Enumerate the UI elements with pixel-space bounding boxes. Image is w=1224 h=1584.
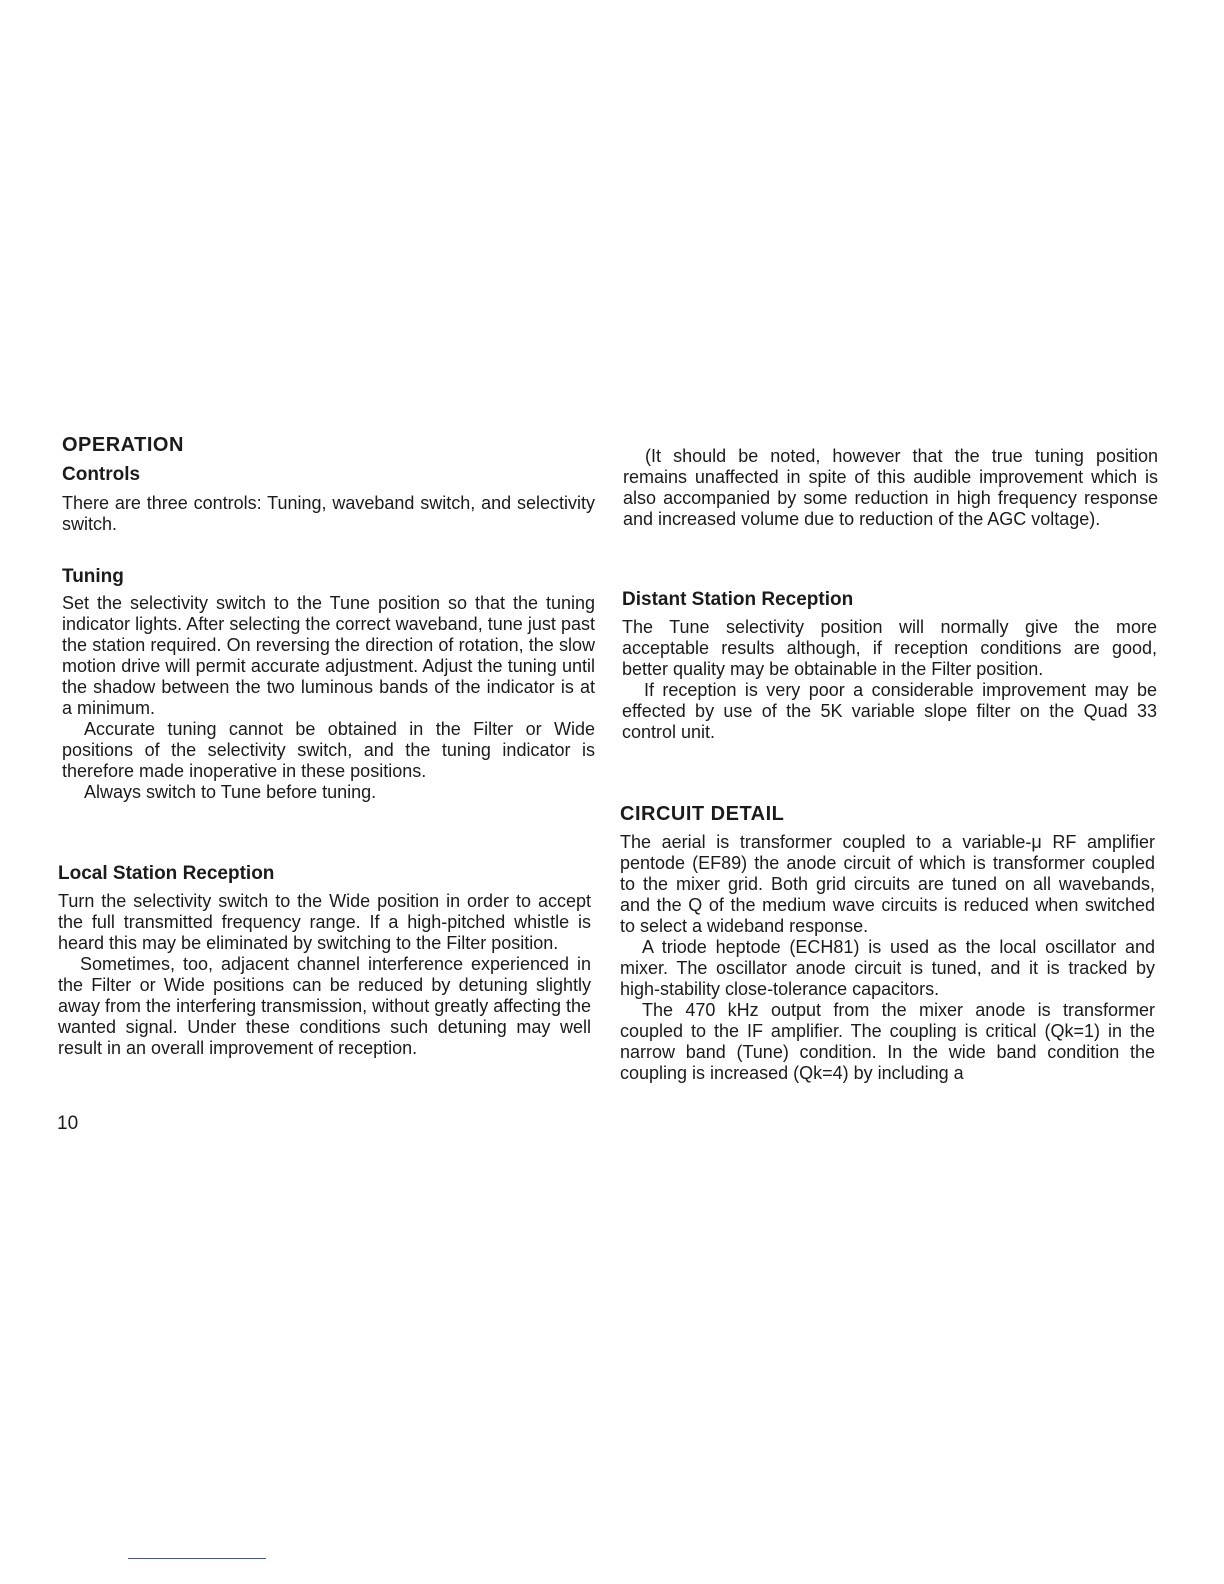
tuning-paragraph-2: Accurate tuning cannot be obtained in the Filter or Wide positions of the selectivity switch, and the tuning indicator is therefore made inoperative in these positions.	[62, 719, 595, 781]
controls-text: There are three controls: Tuning, waveband switch, and selectivity switch.	[62, 493, 595, 534]
circuit-paragraph-1: The aerial is transformer coupled to a variable-μ RF amplifier pentode (EF89) the anode circuit of which is transformer coupled to the mixer grid. Both grid circuits are tuned on all wavebands, and the Q of the medium wave circuits is reduced when switched to select a wideband response.	[620, 832, 1155, 936]
page-number: 10	[57, 1113, 79, 1134]
controls-heading: Controls	[62, 464, 141, 485]
right-circuit-section	[620, 803, 1155, 1084]
tuning-paragraph-1: Set the selectivity switch to the Tune position so that the tuning indicator lights. After selecting the correct waveband, tune just past the station required. On reversing the direction of rotation, the slow motion drive will permit accurate adjustment. Adjust the tuning until the shadow between the two luminous bands of the indicator is at a minimum.	[62, 593, 595, 718]
distant-paragraph-1: The Tune selectivity position will normally give the more acceptable results although, if reception conditions are good, better quality may be obtainable in the Filter position.	[622, 617, 1157, 679]
right-note-section	[623, 446, 1158, 530]
circuit-paragraph-3: The 470 kHz output from the mixer anode is transformer coupled to the IF amplifier. The coupling is critical (Qk=1) in the narrow band (Tune) condition. In the wide band condition the coupling is increased (Qk=4) by including a	[620, 1000, 1155, 1083]
left-tuning-section	[62, 566, 595, 803]
circuit-detail-heading: CIRCUIT DETAIL	[620, 803, 785, 825]
tuning-heading: Tuning	[62, 566, 124, 587]
footer-divider	[128, 1558, 266, 1559]
circuit-paragraph-2: A triode heptode (ECH81) is used as the local oscillator and mixer. The oscillator anode circuit is tuned, and it is tracked by high-stability close-tolerance capacitors.	[620, 937, 1155, 999]
right-distant-section	[622, 589, 1157, 743]
local-station-heading: Local Station Reception	[58, 863, 275, 884]
tuning-paragraph-3: Always switch to Tune before tuning.	[84, 782, 377, 802]
operation-heading: OPERATION	[62, 434, 184, 456]
note-paragraph: (It should be noted, however that the true tuning position remains unaffected in spite of this audible improvement which is also accompanied by some reduction in high frequency response and increased volume due to reduction of the AGC voltage).	[623, 446, 1158, 529]
left-local-section	[58, 863, 591, 1059]
local-paragraph-2: Sometimes, too, adjacent channel interference experienced in the Filter or Wide positions can be reduced by detuning slightly away from the interfering transmission, without greatly affecting the wanted signal. Under these conditions such detuning may well result in an overall improvement of reception.	[58, 954, 591, 1058]
distant-paragraph-2: If reception is very poor a considerable improvement may be effected by use of the 5K variable slope filter on the Quad 33 control unit.	[622, 680, 1157, 742]
left-column	[62, 434, 595, 535]
distant-station-heading: Distant Station Reception	[622, 589, 854, 610]
local-paragraph-1: Turn the selectivity switch to the Wide position in order to accept the full transmitted frequency range. If a high-pitched whistle is heard this may be eliminated by switching to the Filter position.	[58, 891, 591, 953]
